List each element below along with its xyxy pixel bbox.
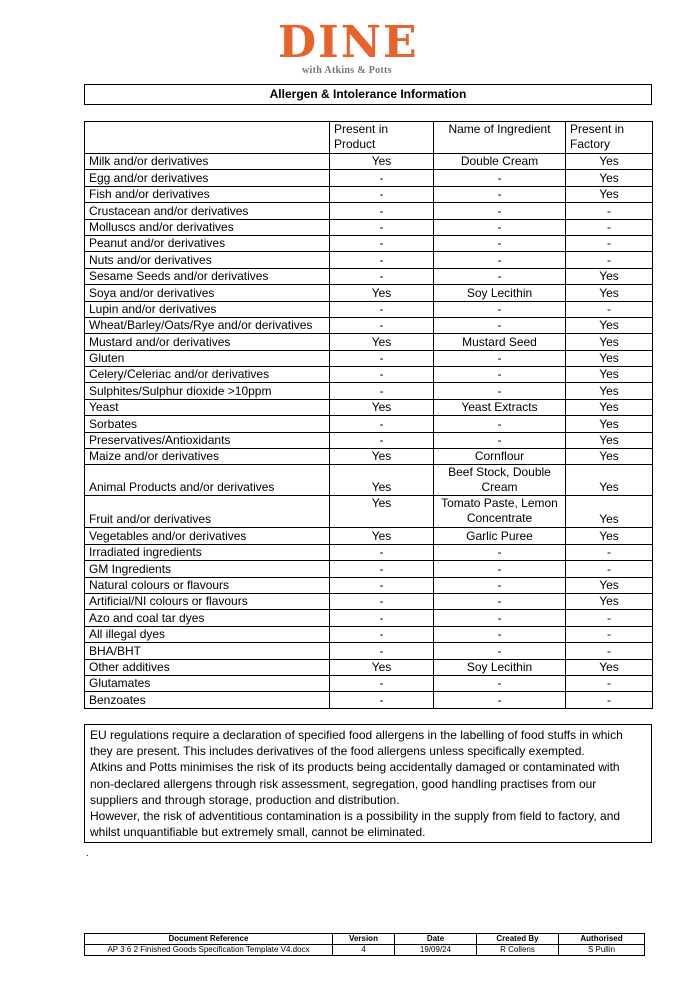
allergen-name: Natural colours or flavours	[85, 577, 330, 593]
ingredient-name: -	[434, 170, 566, 186]
ingredient-name: -	[434, 219, 566, 235]
allergen-row	[85, 285, 653, 301]
document-control-values	[85, 945, 645, 956]
present-in-factory: Yes	[566, 416, 653, 432]
present-in-factory: Yes	[566, 432, 653, 448]
present-in-product: -	[330, 268, 434, 284]
present-in-factory: Yes	[566, 154, 653, 170]
allergen-row	[85, 577, 653, 593]
logo-wordmark: DINE	[278, 17, 419, 68]
doc-ref-header: Document Reference	[85, 934, 333, 945]
present-in-product: -	[330, 301, 434, 317]
present-in-product: Yes	[330, 399, 434, 415]
ingredient-name: Beef Stock, Double Cream	[434, 465, 566, 496]
allergen-row	[85, 610, 653, 626]
present-in-product: -	[330, 367, 434, 383]
ingredient-name: -	[434, 692, 566, 708]
allergen-row	[85, 170, 653, 186]
ingredient-name: Yeast Extracts	[434, 399, 566, 415]
allergen-name: Molluscs and/or derivatives	[85, 219, 330, 235]
present-in-factory: -	[566, 626, 653, 642]
ingredient-name: -	[434, 235, 566, 251]
allergen-row	[85, 528, 653, 544]
allergen-table	[84, 121, 653, 709]
present-in-product: -	[330, 350, 434, 366]
allergen-table-header	[85, 122, 653, 154]
present-in-product: -	[330, 577, 434, 593]
present-in-product: -	[330, 383, 434, 399]
present-in-factory: -	[566, 692, 653, 708]
present-in-factory: -	[566, 219, 653, 235]
present-in-product: -	[330, 626, 434, 642]
brand-logo	[270, 17, 440, 78]
stray-dot: .	[86, 848, 89, 859]
ingredient-name: -	[434, 203, 566, 219]
ingredient-name: -	[434, 577, 566, 593]
allergen-row	[85, 432, 653, 448]
allergen-row	[85, 154, 653, 170]
ingredient-name: -	[434, 561, 566, 577]
present-in-product: -	[330, 252, 434, 268]
ingredient-name: -	[434, 317, 566, 333]
present-in-factory: Yes	[566, 496, 653, 528]
allergen-name: Other additives	[85, 659, 330, 675]
allergen-name: Sulphites/Sulphur dioxide >10ppm	[85, 383, 330, 399]
ingredient-name: -	[434, 593, 566, 609]
allergen-name: Azo and coal tar dyes	[85, 610, 330, 626]
allergen-name: GM Ingredients	[85, 561, 330, 577]
present-in-factory: -	[566, 235, 653, 251]
allergen-disclaimer	[84, 724, 652, 843]
allergen-name: Maize and/or derivatives	[85, 449, 330, 465]
allergen-row	[85, 626, 653, 642]
allergen-row	[85, 203, 653, 219]
allergen-name: Gluten	[85, 350, 330, 366]
present-in-product: Yes	[330, 449, 434, 465]
ingredient-name: Cornflour	[434, 449, 566, 465]
allergen-row	[85, 268, 653, 284]
present-in-product: -	[330, 675, 434, 691]
allergen-row	[85, 692, 653, 708]
present-in-product: Yes	[330, 154, 434, 170]
present-in-factory: Yes	[566, 367, 653, 383]
created-by-value: R Collens	[477, 945, 559, 956]
allergen-name: Sesame Seeds and/or derivatives	[85, 268, 330, 284]
present-in-factory: Yes	[566, 268, 653, 284]
header-present-in-factory: Present in Factory	[566, 122, 653, 154]
ingredient-name: -	[434, 610, 566, 626]
allergen-row	[85, 643, 653, 659]
header-ingredient-name: Name of Ingredient	[434, 122, 566, 154]
header-present-in-product: Present in Product	[330, 122, 434, 154]
date-value: 19/09/24	[395, 945, 477, 956]
allergen-name: Wheat/Barley/Oats/Rye and/or derivatives	[85, 317, 330, 333]
present-in-factory: -	[566, 675, 653, 691]
allergen-row	[85, 399, 653, 415]
disclaimer-paragraph: However, the risk of adventitious contamination is a possibility in the supply from field to factory, and whilst unquantifiable but extremely small, cannot be eliminated.	[90, 809, 621, 840]
allergen-row	[85, 544, 653, 560]
ingredient-name: -	[434, 367, 566, 383]
logo-tagline: with Atkins & Potts	[302, 65, 392, 76]
present-in-product: Yes	[330, 285, 434, 301]
authorised-header: Authorised	[559, 934, 645, 945]
allergen-name: Celery/Celeriac and/or derivatives	[85, 367, 330, 383]
allergen-name: Fish and/or derivatives	[85, 186, 330, 202]
header-item	[85, 122, 330, 154]
allergen-name: Animal Products and/or derivatives	[85, 465, 330, 496]
present-in-factory: Yes	[566, 170, 653, 186]
present-in-factory: Yes	[566, 449, 653, 465]
present-in-factory: Yes	[566, 383, 653, 399]
allergen-row	[85, 496, 653, 528]
present-in-factory: Yes	[566, 399, 653, 415]
present-in-product: Yes	[330, 334, 434, 350]
allergen-row	[85, 317, 653, 333]
present-in-product: -	[330, 186, 434, 202]
allergen-row	[85, 334, 653, 350]
present-in-product: Yes	[330, 496, 434, 528]
present-in-factory: -	[566, 301, 653, 317]
present-in-product: -	[330, 203, 434, 219]
created-by-header: Created By	[477, 934, 559, 945]
allergen-name: Irradiated ingredients	[85, 544, 330, 560]
present-in-factory: Yes	[566, 465, 653, 496]
allergen-row	[85, 186, 653, 202]
allergen-name: Mustard and/or derivatives	[85, 334, 330, 350]
version-header: Version	[333, 934, 395, 945]
present-in-factory: -	[566, 561, 653, 577]
allergen-name: Egg and/or derivatives	[85, 170, 330, 186]
authorised-value: S Pullin	[559, 945, 645, 956]
present-in-product: -	[330, 544, 434, 560]
version-value: 4	[333, 945, 395, 956]
allergen-name: Milk and/or derivatives	[85, 154, 330, 170]
date-header: Date	[395, 934, 477, 945]
ingredient-name: Tomato Paste, Lemon Concentrate	[434, 496, 566, 528]
present-in-factory: -	[566, 643, 653, 659]
present-in-product: -	[330, 170, 434, 186]
allergen-row	[85, 219, 653, 235]
ingredient-name: -	[434, 432, 566, 448]
allergen-name: All illegal dyes	[85, 626, 330, 642]
ingredient-name: -	[434, 301, 566, 317]
allergen-row	[85, 301, 653, 317]
present-in-factory: Yes	[566, 593, 653, 609]
present-in-factory: Yes	[566, 577, 653, 593]
allergen-name: Soya and/or derivatives	[85, 285, 330, 301]
ingredient-name: -	[434, 186, 566, 202]
allergen-name: Artificial/NI colours or flavours	[85, 593, 330, 609]
ingredient-name: -	[434, 416, 566, 432]
present-in-factory: Yes	[566, 334, 653, 350]
allergen-row	[85, 416, 653, 432]
ingredient-name: Soy Lecithin	[434, 285, 566, 301]
ingredient-name: -	[434, 350, 566, 366]
allergen-row	[85, 465, 653, 496]
present-in-product: Yes	[330, 528, 434, 544]
allergen-row	[85, 252, 653, 268]
present-in-factory: Yes	[566, 350, 653, 366]
present-in-factory: Yes	[566, 285, 653, 301]
present-in-product: -	[330, 416, 434, 432]
page-title: Allergen & Intolerance Information	[84, 84, 652, 105]
disclaimer-paragraph: EU regulations require a declaration of specified food allergens in the labelling of food stuffs in which they are present. This includes derivatives of the food allergens unless specifically exempted.	[90, 728, 623, 759]
disclaimer-paragraph: Atkins and Potts minimises the risk of its products being accidentally damaged or contaminated with non-declared allergens through risk assessment, segregation, good handling practises from our suppliers and through storage, production and distribution.	[90, 760, 620, 807]
ingredient-name: -	[434, 383, 566, 399]
ingredient-name: -	[434, 544, 566, 560]
present-in-factory: -	[566, 203, 653, 219]
allergen-row	[85, 367, 653, 383]
allergen-name: Fruit and/or derivatives	[85, 496, 330, 528]
allergen-row	[85, 561, 653, 577]
present-in-product: -	[330, 610, 434, 626]
allergen-name: Sorbates	[85, 416, 330, 432]
document-control-header	[85, 934, 645, 945]
allergen-row	[85, 449, 653, 465]
allergen-name: BHA/BHT	[85, 643, 330, 659]
present-in-factory: -	[566, 544, 653, 560]
present-in-product: Yes	[330, 465, 434, 496]
allergen-name: Glutamates	[85, 675, 330, 691]
allergen-row	[85, 383, 653, 399]
present-in-product: -	[330, 561, 434, 577]
allergen-name: Preservatives/Antioxidants	[85, 432, 330, 448]
ingredient-name: -	[434, 626, 566, 642]
ingredient-name: Soy Lecithin	[434, 659, 566, 675]
allergen-row	[85, 350, 653, 366]
allergen-name: Nuts and/or derivatives	[85, 252, 330, 268]
present-in-product: -	[330, 593, 434, 609]
allergen-row	[85, 235, 653, 251]
allergen-row	[85, 659, 653, 675]
present-in-factory: -	[566, 610, 653, 626]
allergen-name: Benzoates	[85, 692, 330, 708]
allergen-name: Peanut and/or derivatives	[85, 235, 330, 251]
present-in-factory: Yes	[566, 317, 653, 333]
ingredient-name: Double Cream	[434, 154, 566, 170]
allergen-name: Crustacean and/or derivatives	[85, 203, 330, 219]
present-in-product: -	[330, 643, 434, 659]
allergen-name: Yeast	[85, 399, 330, 415]
allergen-row	[85, 675, 653, 691]
present-in-product: -	[330, 432, 434, 448]
ingredient-name: -	[434, 643, 566, 659]
present-in-product: -	[330, 235, 434, 251]
allergen-row	[85, 593, 653, 609]
allergen-name: Lupin and/or derivatives	[85, 301, 330, 317]
doc-ref-value: AP 3 6 2 Finished Goods Specification Template V4.docx	[85, 945, 333, 956]
present-in-factory: Yes	[566, 186, 653, 202]
present-in-factory: Yes	[566, 659, 653, 675]
ingredient-name: -	[434, 268, 566, 284]
present-in-factory: Yes	[566, 528, 653, 544]
present-in-product: Yes	[330, 659, 434, 675]
allergen-name: Vegetables and/or derivatives	[85, 528, 330, 544]
present-in-factory: -	[566, 252, 653, 268]
ingredient-name: -	[434, 252, 566, 268]
present-in-product: -	[330, 317, 434, 333]
ingredient-name: Mustard Seed	[434, 334, 566, 350]
ingredient-name: Garlic Puree	[434, 528, 566, 544]
present-in-product: -	[330, 219, 434, 235]
present-in-product: -	[330, 692, 434, 708]
ingredient-name: -	[434, 675, 566, 691]
document-control-table	[84, 933, 645, 956]
